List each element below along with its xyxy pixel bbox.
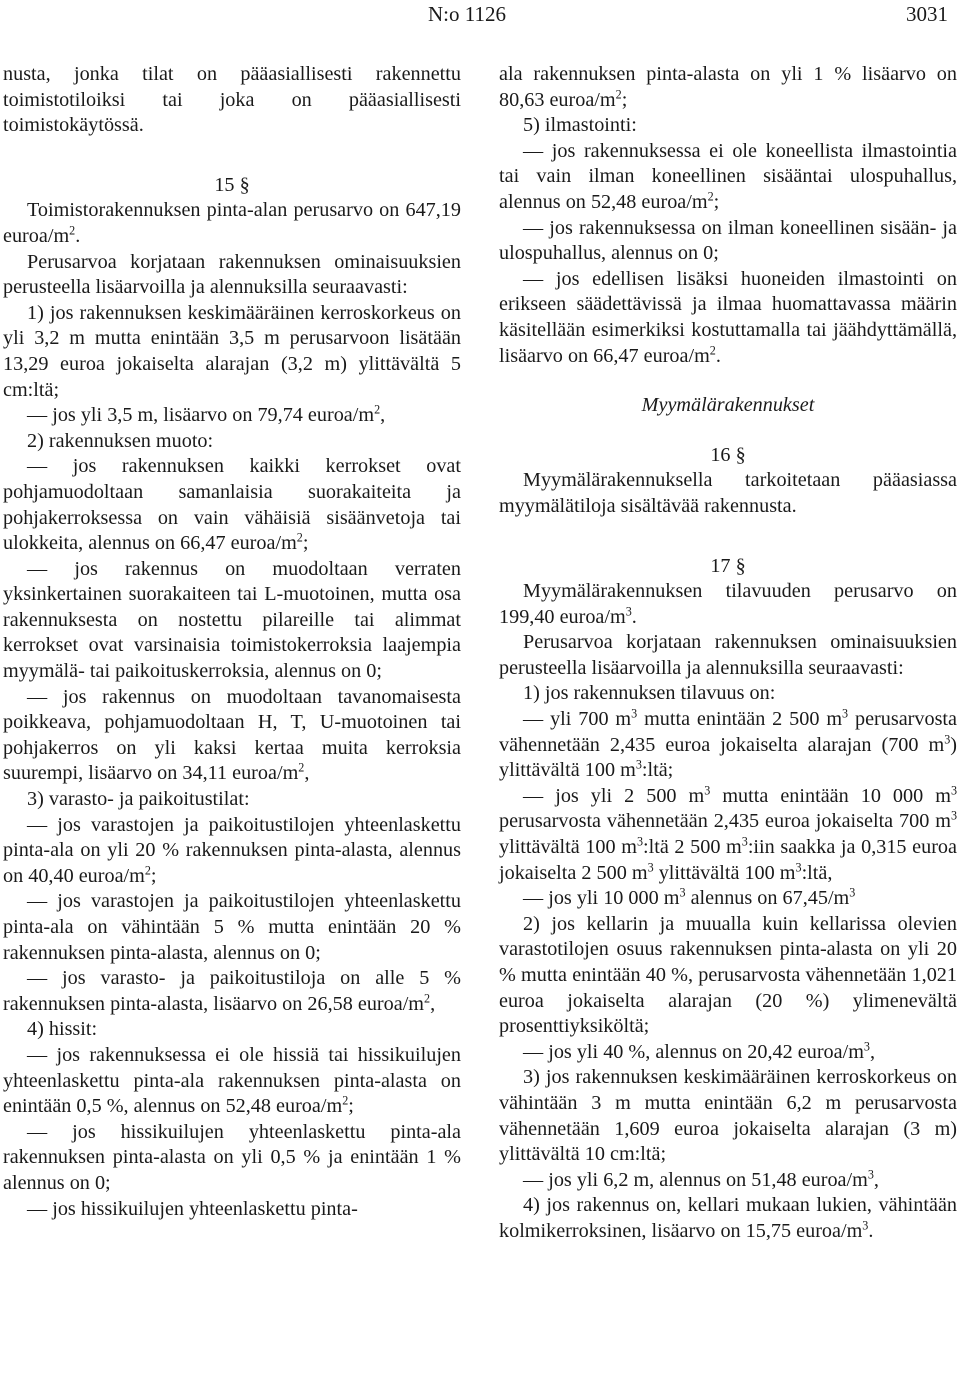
right-column bbox=[499, 62, 957, 1245]
paragraph: Myymälärakennuksella tarkoitetaan pääasiassa myymälätiloja sisältävää rakennusta. bbox=[499, 469, 957, 517]
paragraph: 1) jos rakennuksen keskimääräinen kerroskorkeus on yli 3,2 m mutta enintään 3,5 m perusarvoon lisätään 13,29 euroa jokaiselta alarajan (3,2 m) ylittävältä 5 cm:ltä; bbox=[3, 301, 461, 401]
paragraph: — jos yli 40 %, alennus on 20,42 euroa/$m^3$, bbox=[523, 1039, 876, 1063]
paragraph: ala rakennuksen pinta-alasta on yli 1 % lisäarvo on 80,63 euroa/$m^2$; bbox=[499, 63, 957, 111]
page-header bbox=[0, 0, 960, 32]
paragraph: — jos rakennuksessa ei ole hissiä tai hissikuilujen yhteenlaskettu pinta-ala rakennuksen pinta-alasta on enintään 0,5 %, alennus on 52,48 euroa/$m^2$; bbox=[3, 1043, 461, 1118]
paragraph: — jos rakennuksessa on ilman koneellinen sisään- ja ulospuhallus, alennus on 0; bbox=[499, 216, 957, 265]
paragraph: 2) rakennuksen muoto: bbox=[27, 429, 214, 452]
paragraph: 4) hissit: bbox=[27, 1018, 98, 1041]
paragraph: 2) jos kellarin ja muualla kuin kellarissa olevien varastotilojen osuus rakennuksen pinta-alasta on yli 20 % mutta enintään 40 %, perusarvosta vähennetään 1,021 euroa jokaiselta alarajan (20 %) ylimenevältä prosenttiyksiköltä; bbox=[499, 912, 957, 1038]
paragraph: — jos varastojen ja paikoitustilojen yhteenlaskettu pinta-ala on yli 20 % rakennuksen pinta-alasta, alennus on 40,40 euroa/$m^2$; bbox=[3, 813, 461, 887]
paragraph: 1) jos rakennuksen tilavuus on: bbox=[523, 682, 776, 705]
paragraph: — jos yli 10 000 $m^3$ alennus on $67,45/m^3$ bbox=[523, 885, 856, 910]
page-number: 3031 bbox=[906, 2, 948, 26]
left-column bbox=[3, 62, 461, 1222]
paragraph: Myymälärakennuksen tilavuuden perusarvo on 199,40 euroa/$m^3$. bbox=[499, 580, 957, 628]
paragraph: nusta, jonka tilat on pääasiallisesti rakennettu toimistotiloiksi tai joka on pääasiallisesti toimistokäytössä. bbox=[3, 63, 461, 137]
paragraph: — jos rakennuksen kaikki kerrokset ovat pohjamuodoltaan samanlaisia suorakaiteita ja pohjakerroksessa on vain vähäisiä sisäänvetoja tai ulokkeita, alennus on 66,47 euroa/$m^2$; bbox=[3, 455, 461, 555]
paragraph: Toimistorakennuksen pinta-alan perusarvo on 647,19 euroa/$m^2$. bbox=[3, 199, 461, 247]
paragraph: — jos rakennus on muodoltaan verraten yksinkertainen suorakaiteen tai L-muotoinen, mutta osa rakennuksesta on nostettu pilareille tai alimmat kerrokset ovat varsinaisia toimistokerroksia laajempia myymälä- tai paikoituskerroksia, alennus on 0; bbox=[3, 557, 461, 683]
paragraph: — jos rakennuksessa ei ole koneellista ilmastointia tai vain ilman koneellinen sisääntai ulospuhallus, alennus on 52,48 euroa/$m^2$; bbox=[499, 139, 957, 213]
paragraph: — jos edellisen lisäksi huoneiden ilmastointi on erikseen säädettävissä ja ilmaa huomattavassa määrin käsitellään esimerkiksi kostuttamalla tai jäähdyttämällä, lisäarvo on 66,47 euroa/$m^2$. bbox=[499, 267, 957, 367]
section-heading: Myymälärakennukset bbox=[641, 394, 815, 417]
paragraph: 4) jos rakennus on, kellari mukaan lukien, vähintään kolmikerroksinen, lisäarvo on 15,75 euroa/$m^3$. bbox=[499, 1194, 957, 1242]
paragraph: — jos yli 2 500 $m^3$ mutta enintään 10 000 $m^3$ perusarvosta vähennetään 2,435 euroa jokaiselta 700 $m^3$ ylittävältä 100 $m^3:ltä$ 2 500 $m^3:iin$ saakka ja 0,315 euroa jokaiselta 2 500 $m^3$ ylittävältä 100 $m^3:ltä$, bbox=[499, 783, 958, 884]
section-number: 17 § bbox=[710, 554, 746, 577]
issue-number: N:o 1126 bbox=[428, 2, 506, 26]
paragraph: 3) varasto- ja paikoitustilat: bbox=[27, 788, 250, 811]
paragraph: — jos yli 6,2 m, alennus on 51,48 euroa/$m^3$, bbox=[523, 1167, 879, 1191]
paragraph: Perusarvoa korjataan rakennuksen ominaisuuksien perusteella lisäarvoilla ja alennuksilla seuraavasti: bbox=[499, 631, 957, 679]
paragraph: — yli 700 $m^3$ mutta enintään 2 500 $m^3$ perusarvosta vähennetään 2,435 euroa jokaiselta alarajan (700 $m^3$) ylittävältä 100 $m^3:ltä$; bbox=[499, 706, 957, 782]
paragraph: 5) ilmastointi: bbox=[523, 114, 637, 137]
paragraph: — jos hissikuilujen yhteenlaskettu pinta- bbox=[27, 1197, 358, 1220]
paragraph: — jos hissikuilujen yhteenlaskettu pinta-ala rakennuksen pinta-alasta on yli 0,5 % ja enintään 1 % alennus on 0; bbox=[3, 1120, 461, 1194]
paragraph: Perusarvoa korjataan rakennuksen ominaisuuksien perusteella lisäarvoilla ja alennuksilla seuraavasti: bbox=[3, 250, 461, 299]
section-number: 16 § bbox=[710, 443, 746, 466]
paragraph: 3) jos rakennuksen keskimääräinen kerroskorkeus on vähintään 3 m mutta enintään 6,2 m perusarvosta vähennetään 1,609 euroa jokaiselta alarajan (3 m) ylittävältä 10 cm:ltä; bbox=[499, 1066, 957, 1166]
section-number: 15 § bbox=[214, 173, 250, 196]
paragraph: — jos yli 3,5 m, lisäarvo on 79,74 euroa/$m^2$, bbox=[27, 402, 386, 427]
paragraph: — jos varastojen ja paikoitustilojen yhteenlaskettu pinta-ala on vähintään 5 % mutta enintään 20 % rakennuksen pinta-alasta, alennus on 0; bbox=[3, 890, 461, 964]
paragraph: — jos rakennus on muodoltaan tavanomaisesta poikkeava, pohjamuodoltaan H, T, U-muotoinen tai pohjakerros on yli kaksi kertaa muita kerroksia suurempi, lisäarvo on 34,11 euroa/$m^2$, bbox=[3, 685, 461, 785]
paragraph: — jos varasto- ja paikoitustiloja on alle 5 % rakennuksen pinta-alasta, lisäarvo on 26,58 euroa/$m^2$, bbox=[3, 967, 461, 1015]
